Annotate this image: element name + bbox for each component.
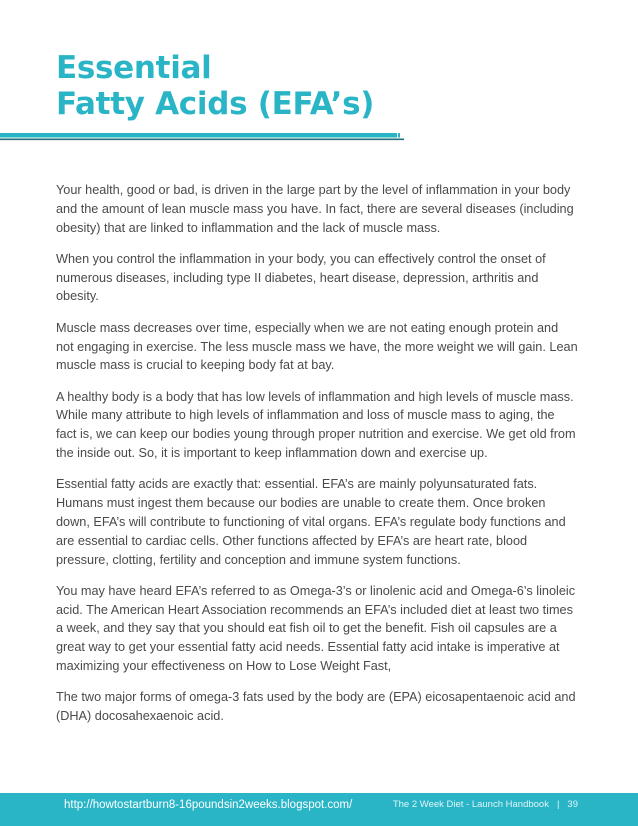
page-number: 39: [567, 799, 578, 810]
title-underline-rule: [0, 133, 404, 143]
paragraph-5: Essential fatty acids are exactly that: essential. EFA’s are mainly polyunsaturated fats. Humans must ingest them because our bodies are unable to create them. Once broken down, EFA’s will contribute to functioning of vital organs. EFA’s regulate body functions and are essential to cardiac cells. Other functions affected by EFA’s are heart rate, blood pressure, clotting, fertility and conception and immune system functions.: [56, 477, 566, 567]
paragraph-4: A healthy body is a body that has low levels of inflammation and high levels of muscle mass. While many attribute to high levels of inflammation and loss of muscle mass to aging, the fact is, we can keep our bodies young through proper nutrition and exercise. We get old from the inside out. So, it is important to keep inflammation down and exercise up.: [56, 389, 576, 461]
paragraph-7: The two major forms of omega-3 fats used by the body are (EPA) eicosapentaenoic acid and (DHA) docosahexaenoic acid.: [56, 690, 576, 724]
footer-blog-link[interactable]: http://howtostartburn8-16poundsin2weeks.blogspot.com/: [64, 799, 353, 811]
paragraph-6: You may have heard EFA’s referred to as Omega-3’s or linolenic acid and Omega-6’s linoleic acid. The American Heart Association recommends an EFA’s included diet at least two times a week, and they say that you should eat fish oil to get the benefit. Fish oil capsules are a great way to get your essential fatty acid needs. Essential fatty acid intake is imperative at maximizing your effectiveness on How to Lose Weight Fast,: [56, 583, 576, 674]
article-body: [56, 181, 578, 738]
paragraph-2: When you control the inflammation in your body, you can effectively control the onset of numerous diseases, including type II diabetes, heart disease, depression, arthritis and obesity.: [56, 251, 546, 304]
footer-book-title: The 2 Week Diet - Launch Handbook: [392, 799, 549, 810]
paragraph-3: Muscle mass decreases over time, especially when we are not eating enough protein and not engaging in exercise. The less muscle mass we have, the more weight we will gain. Lean muscle mass is crucial to keeping body fat at bay.: [56, 320, 578, 373]
paragraph-1: Your health, good or bad, is driven in the large part by the level of inflammation in your body and the amount of lean muscle mass you have. In fact, there are several diseases (including obesity) that are linked to inflammation and the lack of muscle mass.: [56, 183, 574, 235]
title-line-1: Essential: [56, 50, 212, 86]
page-footer: [0, 793, 638, 826]
footer-separator: |: [556, 799, 560, 810]
title-line-2: Fatty Acids (EFA’s): [56, 86, 375, 122]
footer-book-info: [393, 793, 578, 817]
page-title: [56, 50, 374, 122]
